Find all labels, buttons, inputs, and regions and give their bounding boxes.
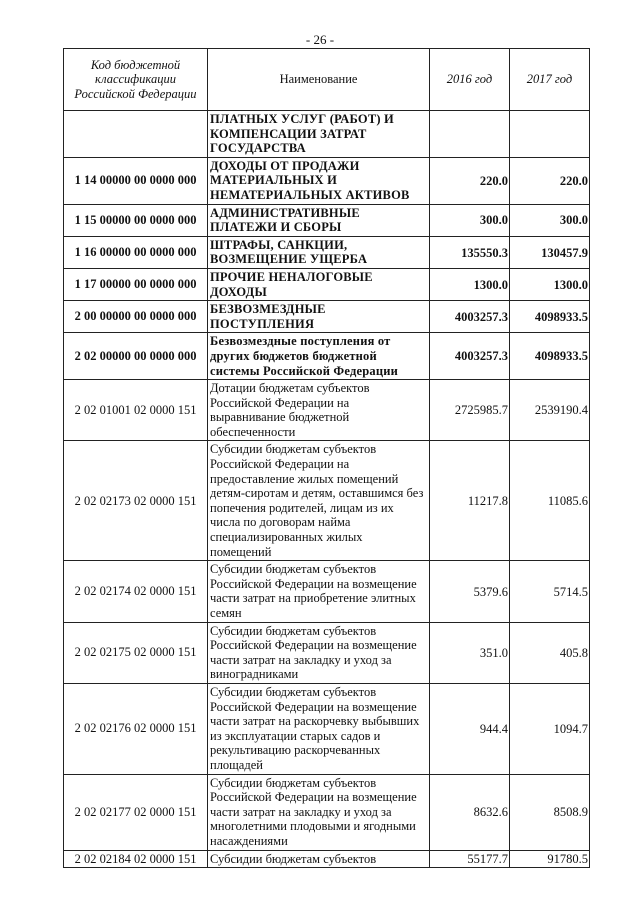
row-code: 2 02 02173 02 0000 151 xyxy=(64,441,208,561)
row-name: Субсидии бюджетам субъектов Российской Федерации на предоставление жилых помещений детям-сиротам и детям, оставшимся без попечения родителей, лицам из их числа по договорам найма специализированных жилых помещений xyxy=(208,441,430,561)
row-name: ПРОЧИЕ НЕНАЛОГОВЫЕ ДОХОДЫ xyxy=(208,268,430,300)
row-value-2017: 220.0 xyxy=(510,157,590,204)
row-name: Субсидии бюджетам субъектов Российской Федерации на возмещение части затрат на раскорчевку выбывших из эксплуатации старых садов и рекультивацию раскорчеванных площадей xyxy=(208,683,430,774)
row-value-2016 xyxy=(430,111,510,158)
row-value-2016: 8632.6 xyxy=(430,774,510,850)
row-value-2016: 5379.6 xyxy=(430,561,510,622)
table-row xyxy=(64,111,590,158)
page-number: - 26 - xyxy=(305,32,335,47)
row-value-2017: 91780.5 xyxy=(510,850,590,868)
row-code: 2 02 01001 02 0000 151 xyxy=(64,380,208,441)
row-value-2016: 1300.0 xyxy=(430,268,510,300)
row-name: ШТРАФЫ, САНКЦИИ, ВОЗМЕЩЕНИЕ УЩЕРБА xyxy=(208,236,430,268)
header-2017: 2017 год xyxy=(510,49,590,111)
row-value-2017: 8508.9 xyxy=(510,774,590,850)
table-row xyxy=(64,380,590,441)
row-code: 1 14 00000 00 0000 000 xyxy=(64,157,208,204)
row-name: ДОХОДЫ ОТ ПРОДАЖИ МАТЕРИАЛЬНЫХ И НЕМАТЕРИАЛЬНЫХ АКТИВОВ xyxy=(208,157,430,204)
table-row xyxy=(64,268,590,300)
row-value-2017: 2539190.4 xyxy=(510,380,590,441)
row-value-2016: 55177.7 xyxy=(430,850,510,868)
row-value-2016: 944.4 xyxy=(430,683,510,774)
row-name: Дотации бюджетам субъектов Российской Федерации на выравнивание бюджетной обеспеченности xyxy=(208,380,430,441)
row-code: 2 02 02184 02 0000 151 xyxy=(64,850,208,868)
row-name: Субсидии бюджетам субъектов Российской Федерации на возмещение части затрат на закладку и уход за виноградниками xyxy=(208,622,430,683)
header-code: Код бюджетной классификации Российской Федерации xyxy=(64,49,208,111)
table-row xyxy=(64,301,590,333)
row-name: Субсидии бюджетам субъектов Российской Федерации на возмещение части затрат на закладку и уход за многолетними плодовыми и ягодными насаждениями xyxy=(208,774,430,850)
row-value-2017: 5714.5 xyxy=(510,561,590,622)
table-row xyxy=(64,561,590,622)
row-code: 2 02 02177 02 0000 151 xyxy=(64,774,208,850)
table-row xyxy=(64,622,590,683)
table-row xyxy=(64,204,590,236)
row-value-2016: 351.0 xyxy=(430,622,510,683)
table-row xyxy=(64,683,590,774)
table-header-row xyxy=(64,49,590,111)
table-row xyxy=(64,774,590,850)
table-body xyxy=(64,111,590,868)
row-name: ПЛАТНЫХ УСЛУГ (РАБОТ) И КОМПЕНСАЦИИ ЗАТРАТ ГОСУДАРСТВА xyxy=(208,111,430,158)
budget-table xyxy=(63,48,590,868)
row-code: 2 02 02174 02 0000 151 xyxy=(64,561,208,622)
row-value-2017: 1300.0 xyxy=(510,268,590,300)
table-row xyxy=(64,333,590,380)
table-row xyxy=(64,441,590,561)
row-name: Субсидии бюджетам субъектов xyxy=(208,850,430,868)
row-value-2016: 135550.3 xyxy=(430,236,510,268)
row-value-2016: 2725985.7 xyxy=(430,380,510,441)
row-code: 1 16 00000 00 0000 000 xyxy=(64,236,208,268)
table-row xyxy=(64,850,590,868)
header-2016: 2016 год xyxy=(430,49,510,111)
row-value-2017 xyxy=(510,111,590,158)
row-code: 2 00 00000 00 0000 000 xyxy=(64,301,208,333)
table-row xyxy=(64,157,590,204)
row-name: Безвозмездные поступления от других бюджетов бюджетной системы Российской Федерации xyxy=(208,333,430,380)
row-value-2016: 220.0 xyxy=(430,157,510,204)
row-value-2017: 1094.7 xyxy=(510,683,590,774)
row-value-2016: 4003257.3 xyxy=(430,333,510,380)
header-name: Наименование xyxy=(208,49,430,111)
row-code xyxy=(64,111,208,158)
row-value-2017: 4098933.5 xyxy=(510,333,590,380)
row-value-2017: 4098933.5 xyxy=(510,301,590,333)
row-value-2017: 405.8 xyxy=(510,622,590,683)
row-code: 2 02 00000 00 0000 000 xyxy=(64,333,208,380)
row-name: Субсидии бюджетам субъектов Российской Федерации на возмещение части затрат на приобретение элитных семян xyxy=(208,561,430,622)
row-code: 2 02 02175 02 0000 151 xyxy=(64,622,208,683)
row-code: 1 17 00000 00 0000 000 xyxy=(64,268,208,300)
row-value-2016: 4003257.3 xyxy=(430,301,510,333)
row-code: 2 02 02176 02 0000 151 xyxy=(64,683,208,774)
table-row xyxy=(64,236,590,268)
row-value-2017: 130457.9 xyxy=(510,236,590,268)
row-value-2017: 300.0 xyxy=(510,204,590,236)
row-value-2016: 300.0 xyxy=(430,204,510,236)
row-value-2016: 11217.8 xyxy=(430,441,510,561)
row-code: 1 15 00000 00 0000 000 xyxy=(64,204,208,236)
row-name: БЕЗВОЗМЕЗДНЫЕ ПОСТУПЛЕНИЯ xyxy=(208,301,430,333)
row-name: АДМИНИСТРАТИВНЫЕ ПЛАТЕЖИ И СБОРЫ xyxy=(208,204,430,236)
row-value-2017: 11085.6 xyxy=(510,441,590,561)
